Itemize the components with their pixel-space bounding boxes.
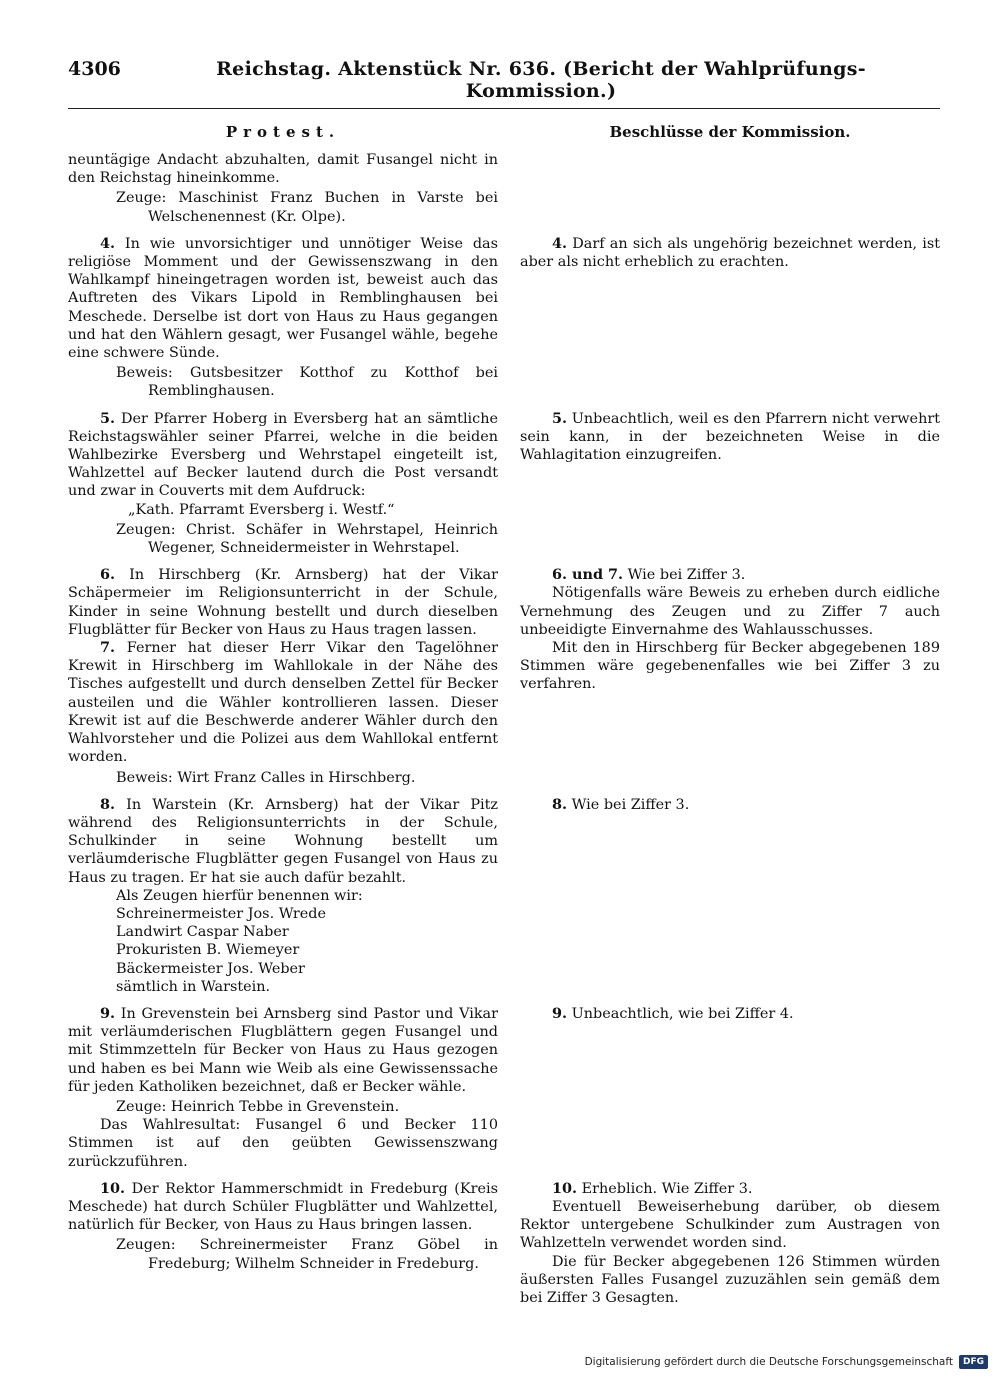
paragraph xyxy=(68,1116,498,1171)
paragraph xyxy=(68,189,498,225)
item-number: 5. xyxy=(100,409,116,427)
entries-list xyxy=(68,151,940,1307)
item-number: 5. xyxy=(552,409,568,427)
paragraph xyxy=(68,1236,498,1272)
paragraph xyxy=(520,584,940,639)
entry-row xyxy=(68,410,940,558)
paragraph-text: Zeugen: Christ. Schäfer in Wehrstapel, Heinrich Wegener, Schneidermeister in Wehrstapel. xyxy=(116,521,498,557)
page-header xyxy=(68,58,940,109)
paragraph-text: Schreinermeister Jos. Wrede xyxy=(116,905,326,922)
paragraph xyxy=(68,364,498,400)
page-number: 4306 xyxy=(68,58,121,80)
resolution-cell xyxy=(520,410,940,558)
paragraph-text: In Warstein (Kr. Arnsberg) hat der Vikar Pitz während des Religionsunterrichts in der Schule, Schulkinder in seine Wohnung bestellt um verläumderische Flugblätter gegen Fusangel von Haus zu Haus zu tragen. Er hat sie auch dafür bezahlt. xyxy=(68,796,498,886)
paragraph-text: Zeugen: Schreinermeister Franz Göbel in Fredeburg; Wilhelm Schneider in Fredeburg. xyxy=(116,1237,498,1272)
paragraph xyxy=(520,1253,940,1308)
paragraph-text: Bäckermeister Jos. Weber xyxy=(116,960,305,977)
footer-text: Digitalisierung gefördert durch die Deutsche Forschungsgemeinschaft xyxy=(584,1356,953,1368)
paragraph xyxy=(68,501,498,519)
column-header-resolutions: Beschlüsse der Kommission. xyxy=(609,123,851,141)
protest-cell xyxy=(68,235,498,401)
paragraph xyxy=(68,410,498,501)
paragraph-text: Das Wahlresultat: Fusangel 6 und Becker 110 Stimmen ist auf den geübten Gewissenszwang zurückzuführen. xyxy=(68,1117,498,1170)
protest-cell xyxy=(68,796,498,996)
item-number: 9. xyxy=(552,1004,568,1022)
paragraph xyxy=(520,1180,940,1198)
resolution-cell xyxy=(520,1005,940,1171)
paragraph-text: Unbeachtlich, weil es den Pfarrern nicht verwehrt sein kann, in der bezeichneten Weise in die Wahlagitation einzugreifen. xyxy=(520,410,941,464)
entry-row xyxy=(68,151,940,226)
item-number: 7. xyxy=(100,639,116,657)
paragraph-text: „Kath. Pfarramt Eversberg i. Westf.“ xyxy=(128,501,395,518)
paragraph-text: Der Pfarrer Hoberg in Eversberg hat an sämtliche Reichstagswähler seiner Pfarrei, welche in die beiden Wahlbezirke Eversberg und Wehrstapel eingeteilt ist, Wahlzettel auf Becker lautend durch die Post versandt und zwar in Couverts mit dem Aufdruck: xyxy=(68,410,498,500)
paragraph xyxy=(520,410,940,465)
paragraph xyxy=(68,1180,498,1235)
dfg-logo: DFG xyxy=(959,1355,988,1369)
paragraph-text: Zeuge: Heinrich Tebbe in Grevenstein. xyxy=(116,1098,400,1115)
paragraph xyxy=(68,566,498,639)
paragraph-text: Beweis: Gutsbesitzer Kotthof zu Kotthof bei Remblinghausen. xyxy=(116,365,498,400)
paragraph-text: Ferner hat dieser Herr Vikar den Tagelöhner Krewit in Hirschberg im Wahllokale in der Nähe des Tisches aufgestellt und durch denselben Zettel für Becker austeilen und die Wähler kontrollieren lassen. Dieser Krewit ist auf die Beschwerde anderer Wähler durch den Wahlvorsteher und die Polizei aus dem Wahllokal entfernt worden. xyxy=(68,640,498,766)
paragraph-text: Landwirt Caspar Naber xyxy=(116,924,289,941)
paragraph-text: Zeuge: Maschinist Franz Buchen in Varste bei Welschenennest (Kr. Olpe). xyxy=(116,190,498,225)
protest-cell xyxy=(68,151,498,226)
paragraph xyxy=(68,1005,498,1096)
resolution-cell xyxy=(520,566,940,786)
paragraph-text: Unbeachtlich, wie bei Ziffer 4. xyxy=(571,1005,794,1022)
paragraph xyxy=(68,978,498,996)
entry-row xyxy=(68,1005,940,1171)
paragraph xyxy=(520,1198,940,1253)
protest-cell xyxy=(68,1180,498,1307)
page-title: Reichstag. Aktenstück Nr. 636. (Bericht der Wahlprüfungs-Kommission.) xyxy=(216,58,866,102)
paragraph-text: In Grevenstein bei Arnsberg sind Pastor und Vikar mit verläumderischen Flugblättern gegen Fusangel und mit Stimmzetteln für Becker von Haus zu Haus gezogen und haben es bei Mann wie Weib als eine Gewissenssache für jeden Katholiken bezeichnet, daß er Becker wähle. xyxy=(68,1005,498,1095)
paragraph xyxy=(520,566,940,584)
footer xyxy=(585,1355,988,1369)
paragraph xyxy=(68,905,498,923)
column-headers xyxy=(68,123,940,141)
item-number: 9. xyxy=(100,1004,116,1022)
paragraph xyxy=(68,1098,498,1116)
paragraph xyxy=(68,769,498,787)
paragraph xyxy=(68,151,498,187)
paragraph xyxy=(68,887,498,905)
paragraph-text: In wie unvorsichtiger und unnötiger Weise das religiöse Momment und der Gewissenszwang in den Wahlkampf hineingetragen worden ist, beweist auch das Auftreten des Vikars Lipold in Remblinghausen bei Meschede. Derselbe ist dort von Haus zu Haus gegangen und hat den Wählern gesagt, wer Fusangel wähle, begehe eine schwere Sünde. xyxy=(68,235,498,362)
paragraph-text: Mit den in Hirschberg für Becker abgegebenen 189 Stimmen wäre gegebenenfalles wie bei Ziffer 3 zu verfahren. xyxy=(520,640,940,693)
paragraph xyxy=(68,639,498,766)
paragraph xyxy=(68,796,498,887)
paragraph-text: Wie bei Ziffer 3. xyxy=(571,796,690,813)
item-number: 4. xyxy=(100,234,116,252)
paragraph xyxy=(520,796,940,814)
resolution-cell xyxy=(520,235,940,401)
paragraph xyxy=(68,960,498,978)
paragraph xyxy=(520,235,940,271)
paragraph xyxy=(520,1005,940,1023)
document-page xyxy=(68,58,940,1316)
item-number: 10. xyxy=(100,1179,126,1197)
paragraph-text: Beweis: Wirt Franz Calles in Hirschberg. xyxy=(116,769,416,786)
paragraph-text: sämtlich in Warstein. xyxy=(116,978,271,995)
entry-row xyxy=(68,1180,940,1307)
item-number: 8. xyxy=(552,795,568,813)
paragraph-text: Erheblich. Wie Ziffer 3. xyxy=(581,1180,753,1197)
protest-cell xyxy=(68,1005,498,1171)
resolution-cell xyxy=(520,151,940,226)
paragraph-text: Die für Becker abgegebenen 126 Stimmen würden äußersten Falles Fusangel zuzuzählen sein gemäß dem bei Ziffer 3 Gesagten. xyxy=(520,1253,940,1306)
paragraph xyxy=(520,639,940,694)
item-number: 8. xyxy=(100,795,116,813)
resolution-cell xyxy=(520,1180,940,1307)
paragraph xyxy=(68,923,498,941)
paragraph-text: Wie bei Ziffer 3. xyxy=(627,567,746,584)
protest-cell xyxy=(68,566,498,786)
entry-row xyxy=(68,566,940,786)
item-number: 6. xyxy=(100,566,116,584)
protest-cell xyxy=(68,410,498,558)
paragraph-text: Als Zeugen hierfür benennen wir: xyxy=(116,887,363,904)
paragraph-text: Eventuell Beweiserhebung darüber, ob diesem Rektor untergebene Schulkinder zum Austragen von Wahlzetteln verwendet worden sind. xyxy=(520,1198,940,1252)
paragraph xyxy=(68,235,498,362)
item-number: 4. xyxy=(552,234,568,252)
column-header-protest: Protest. xyxy=(225,123,341,141)
item-number: 10. xyxy=(552,1179,578,1197)
paragraph-text: In Hirschberg (Kr. Arnsberg) hat der Vikar Schäpermeier im Religionsunterricht in der Schule, Kinder in seine Wohnung bestellt und durch dieselben Flugblätter für Becker von Haus zu Haus tragen lassen. xyxy=(68,567,499,638)
entry-row xyxy=(68,235,940,401)
paragraph-text: Darf an sich als ungehörig bezeichnet werden, ist aber als nicht erheblich zu erachten. xyxy=(520,235,941,271)
paragraph-text: Nötigenfalls wäre Beweis zu erheben durch eidliche Vernehmung des Zeugen und zu Ziffer 7 auch unbeeidigte Einvernahme des Wahlausschusses. xyxy=(520,585,940,638)
resolution-cell xyxy=(520,796,940,996)
paragraph-text: Prokuristen B. Wiemeyer xyxy=(116,942,300,959)
item-number: 6. und 7. xyxy=(552,566,624,584)
paragraph-text: Der Rektor Hammerschmidt in Fredeburg (Kreis Meschede) hat durch Schüler Flugblätter und Wahlzettel, natürlich für Becker, von Haus zu Haus bringen lassen. xyxy=(68,1180,498,1234)
paragraph-text: neuntägige Andacht abzuhalten, damit Fusangel nicht in den Reichstag hineinkomme. xyxy=(68,152,498,187)
paragraph xyxy=(68,521,498,557)
entry-row xyxy=(68,796,940,996)
paragraph xyxy=(68,941,498,959)
